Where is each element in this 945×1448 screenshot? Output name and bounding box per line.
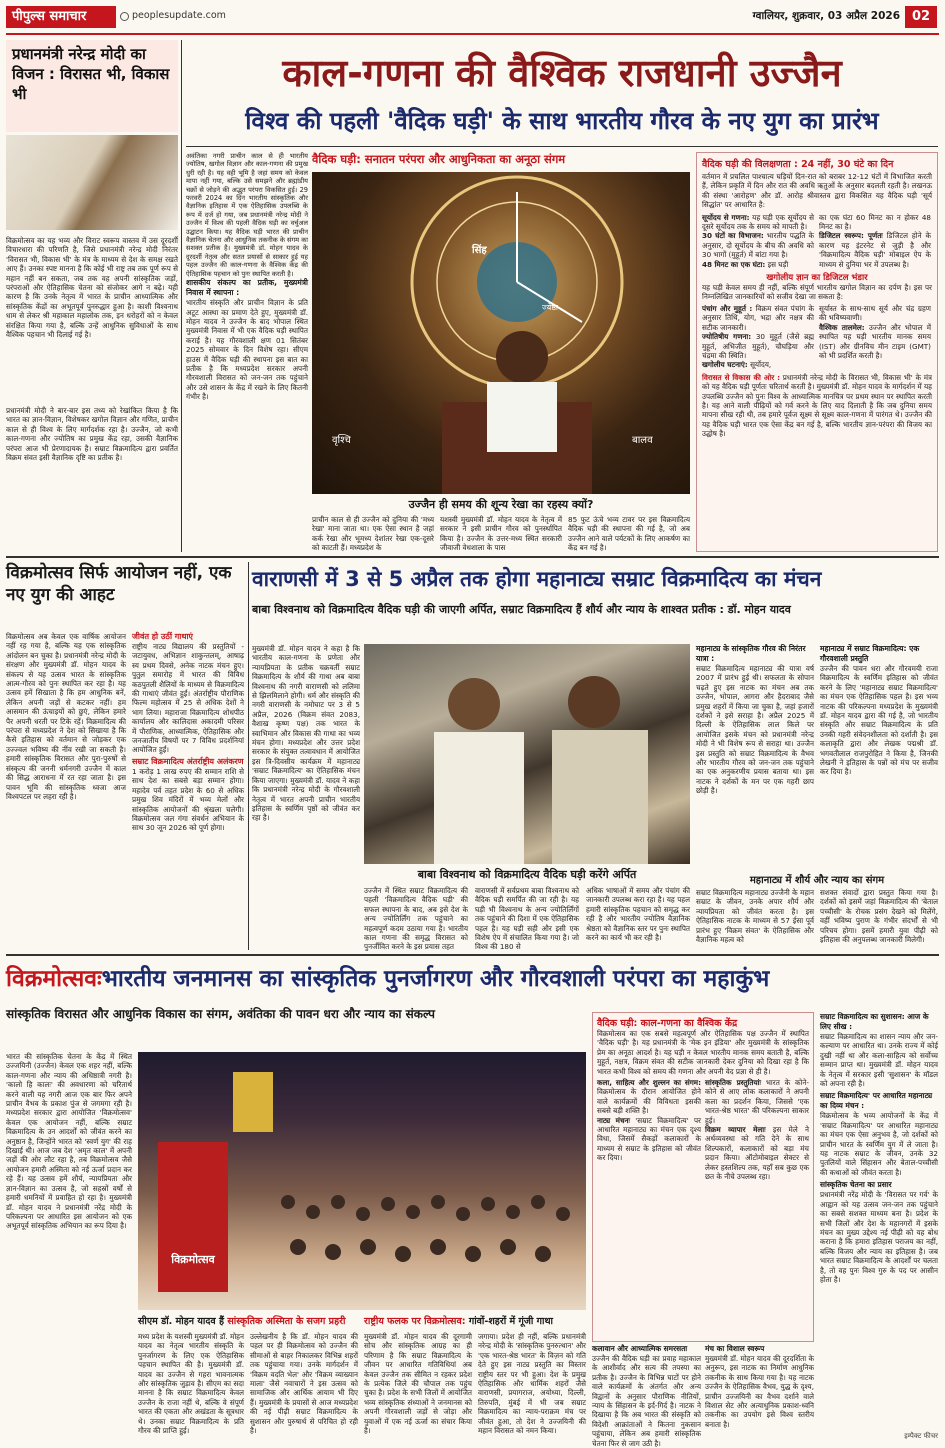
vikramotsav-deck: सांस्कृतिक विरासत और आधुनिक विकास का संगम, अवंतिका की पावन धरा और न्याय का संकल्प <box>6 1007 435 1021</box>
feature-item-2 <box>702 231 814 259</box>
cm-house-body: भारतीय संस्कृति और प्राचीन विज्ञान के प्रति अटूट आस्था का प्रमाण देते हुए, मुख्यमंत्री डॉ. मोहन यादव ने उज्जैन के बाद भोपाल स्थित मुख्यमंत्री निवास में भी एक वैदिक घड़ी स्थापित कराई है। यह गौरवशाली क्षण 01 सितंबर 2025 सोमवार के दिन विशेष रहा। सीएम हाउस में वैदिक घड़ी की स्थापना इस बात का प्रतीक है कि मध्यप्रदेश सरकार अपनी गौरवशाली विरासत को जन-जन तक पहुंचाने और उसे शासन के केंद्र में रखने के लिए कितनी गंभीर है। <box>186 298 308 402</box>
store-item-1-head: पंचांग और मुहूर्त : <box>702 303 753 313</box>
varanasi-photo-caption: बाबा विश्वनाथ को विक्रमादित्य वैदिक घड़ी करेंगे अर्पित <box>417 868 637 881</box>
trade-fair-body: इस मेले ने अर्थव्यवस्था को गति देने के साथ शिल्पकारों, कलाकारों को बड़ा मंच प्रदान किया। ऑटोमोबाइल सेक्टर से लेकर हस्तशिल्प तक, यहाँ सब कुछ एक छत के नीचे उपलब्ध रहा। <box>705 1125 809 1182</box>
feature-item-3-body: इस घड़ी <box>767 259 789 269</box>
person-2-body <box>552 730 648 864</box>
store-item-2 <box>702 332 814 360</box>
varanasi-col-a: मुख्यमंत्री डॉ. मोहन यादव ने कहा है कि भारतीय काल-गणना के प्रणेता और न्यायप्रियता के प्रतीक चक्रवर्ती सम्राट विक्रमादित्य के शौर्य की गाथा अब बाबा विश्वनाथ की नगरी वाराणसी को ललिमा से झिलमिलाने होगी। धर्म और संस्कृति की नगरी वाराणसी के नमोघाट पर 3 से 5 अप्रैल, 2026 (विक्रम संवत 2083, वैशाख कृष्ण पक्ष) तक भारत के स्वाभिमान और विकास की गाथा का भव्य मंचन होगा। मध्यप्रदेश और उत्तर प्रदेश सरकार के संयुक्त तत्वावधान में आयोजित इस त्रि-दिवसीय कार्यक्रम में महानाट्य 'सम्राट विक्रमादित्य' का ऐतिहासिक मंचन किया जाएगा। मुख्यमंत्री डॉ. यादव ने कहा कि प्रधानमंत्री नरेन्द्र मोदी के गौरवशाली नेतृत्व में भारत अपनी प्राचीन भारतीय इतिहास के स्वर्णिम पृष्ठों को जीवंत कर रहा है। <box>252 644 360 823</box>
global-body: विक्रमोत्सव का एक सबसे महत्वपूर्ण और ऐतिहासिक पक्ष उज्जैन में स्थापित 'वैदिक घड़ी' है। यह प्रधानमंत्री के 'मेक इन इंडिया' और मुख्यमंत्री के सांस्कृतिक प्रेम का अनूठा आदर्श है। यह घड़ी न केवल भारतीय मानक समय बताती है, बल्कि मुहूर्त, नक्षत्र, विक्रम संवत की सटीक जानकारी देकर दुनिया को दिखा रहा है कि भारत कभी विश्व को समय की गणना और अपनी वेद प्रज्ञा से ही है। <box>597 1029 809 1076</box>
feature-item-5-body: डिजिटल होने के कारण यह इंटरनेट से जुड़ी है और 'विक्रमादित्य वैदिक घड़ी' मोबाइल ऐप के माध्यम से दुनिया भर में उपलब्ध है। <box>819 231 931 269</box>
feature-item-5-head: डिजिटल स्वरूप: पूर्णतः <box>819 231 883 241</box>
digital-store-title: खगोलीय ज्ञान का डिजिटल भंडार <box>766 273 868 284</box>
mahanatya-presentation-title: महानाट्य में सम्राट विक्रमादित्य: एक गौरवशाली प्रस्तुति <box>820 644 920 663</box>
crowd-heads <box>281 1195 570 1262</box>
award-body: 1 करोड़ 1 लाख रुपए की सम्मान राशि से साथ देश का सबसे बड़ा सम्मान होगा। महादेव पर्व तहत प्रदेश के 60 से अधिक प्रमुख शिव मंदिरों में भव्य मेलों और सांस्कृतिक आयोजनों की श्रृंखला चलेगी। विक्रमोत्सव जल गंगा संवर्धन अभियान के साथ 30 जून 2026 को पूर्ण होगा। <box>132 766 244 833</box>
bottom-col-a: भारत की सांस्कृतिक चेतना के केंद्र में स्थित उज्जयिनी (उज्जैन) केवल एक शहर नहीं, बल्कि काल-गणना और न्याय की अधिष्ठात्री नगरी है। 'कालो हि कालः' की अवधारणा को चरितार्थ करने वाली यह नगरी आज एक बार फिर अपने प्राचीन वैभव के प्रकाश पुंज से जगमगा रही है। मध्यप्रदेश सरकार द्वारा आयोजित 'विक्रमोत्सव' केवल एक आयोजन नहीं, बल्कि सम्राट विक्रमादित्य के उन आदर्शों को जीवंत करने का अनुष्ठान है, जिन्होंने भारत को 'स्वर्ण युग' की राह दिखाई थी। आज जब देश 'अमृत काल' में अपनी जड़ों की ओर लौट रहा है, तब विक्रमोत्सव जैसे आयोजन हमारी अस्मिता को नई ऊर्जा प्रदान कर रहे हैं। यह उत्सव हमें शौर्य, न्यायप्रियता और ज्ञान-विज्ञान का उत्सव है, जो सहस्रों वर्षों से हमारी धमनियों में प्रवाहित हो रहा है। मुख्यमंत्री डॉ. मोहन यादव ने प्रधानमंत्री नरेंद्र मोदी के परिकल्पना पर आधारित इस आयोजन को एक अभूतपूर्व सांस्कृतिक अभियान का रूप दिया है। <box>6 1052 132 1231</box>
valor-justice-title: महानाट्य में शौर्य और न्याय का संगम <box>749 875 885 886</box>
vedic-clock-features-box <box>696 152 938 552</box>
trade-fair-title: विक्रम व्यापार मेलाः <box>705 1125 766 1135</box>
drama-title: नाट्य मंचनः <box>597 1115 630 1125</box>
zero-line-col-2: यशस्वी मुख्यमंत्री डॉ. मोहन यादव के नेतृत्व में सरकार ने इसी प्राचीन गौरव को पुनर्स्थापित किया है। उज्जैन के उत्तर-मध्य स्थित सरकारी जीवाजी वेधशाला के पास <box>440 515 562 553</box>
cm-house-subhead-visible: शासकीय संकल्प का प्रतीक, मुख्यमंत्री निवास में स्थापना : <box>186 278 308 298</box>
person-1-head <box>448 678 500 730</box>
bottom-caption-2 <box>364 1314 586 1330</box>
varanasi-deck: बाबा विश्वनाथ को विक्रमादित्य वैदिक घड़ी की जाएगी अर्पित, सम्राट विक्रमादित्य हैं शौर्य और न्याय के शाश्वत प्रतीक : डॉ. मोहन यादव <box>252 603 791 616</box>
bottom-sub-2: उल्लेखनीय है कि डॉ. मोहन यादव की पहल पर ही विक्रमोत्सव को उज्जैन की सीमाओं से बाहर निकालकर विभिन्न शहरों तक पहुंचाया गया। उनके मार्गदर्शन में 'विक्रम वदति भेल' और 'विक्रम व्याख्यान माला' जैसे नवाचारों ने इस उत्सव को सामाजिक और आर्थिक आयाम भी दिए हैं। मुख्यमंत्री के प्रयासों से आज मध्यप्रदेश की नई पीढ़ी सम्राट विक्रमादित्य के सुशासन और पुरुषार्थ से परिचित हो रही है। <box>250 1332 358 1436</box>
masthead <box>0 0 945 38</box>
side-body-1: विक्रमोत्सव का यह भव्य और विराट स्वरूप वास्तव में उस दूरदर्शी विचारधारा की परिणति है, जिसे प्रधानमंत्री नरेन्द्र मोदी निरंतर 'विरासत भी, विकास भी' के मंत्र के माध्यम से देश के समक्ष रखते आए हैं। उनका स्पष्ट मानना है कि कोई भी राष्ट्र तब तक पूर्ण रूप से महान नहीं बन सकता, जब तक वह अपनी सांस्कृतिक जड़ों, परंपराओं और ऐतिहासिक चेतना को संजोकर आगे न बढ़े। यही कारण है कि उनके नेतृत्व में भारत के प्राचीन आध्यात्मिक और सांस्कृतिक केंद्रों का अभूतपूर्व पुनरुद्धार हुआ है। काशी विश्वनाथ धाम से लेकर श्री महाकाल महालोक तक, इन धरोहरों को न केवल संरक्षित किया गया है, बल्कि उन्हें आधुनिक सुविधाओं के साथ वैश्विक पहचान भी दिलाई गई है। <box>6 236 178 340</box>
governance-title: सम्राट विक्रमादित्य का सुशासन: आज के लिए सीख : <box>820 1012 929 1031</box>
divine-staging-title: सम्राट विक्रमादित्य' पर आधारित महानाट्य का दिव्य मंचन : <box>820 1091 933 1111</box>
mahanatya-presentation-body: उज्जैन की पावन धरा और गौरवमयी राजा विक्रमादित्य के स्वर्णिम इतिहास को जीवंत करने के लिए 'महानाट्य सम्राट विक्रमादित्य' का मंचन एक ऐतिहासिक पहल है। इस भव्य नाटक की परिकल्पना मध्यप्रदेश के मुख्यमंत्री डॉ. मोहन यादव द्वारा की गई है, जो भारतीय संस्कृति और सम्राट विक्रमादित्य के प्रति उनकी गहरी संवेदनशीलता को दर्शाती है। इस कलाकृति द्वारा और लेखक पद्मश्री डॉ. भगवतीलाल राजपुरोहित ने किया है, जिनकी लेखनी ने इतिहास के पन्नों को मंच पर सजीव कर दिया है। <box>820 664 938 777</box>
zero-line-col-1: प्राचीन काल से ही उज्जैन को दुनिया की 'मध्य रेखा' माना जाता था। एक ऐसा स्थान है जहां कर्क रेखा और भूमध्य देशांतर रेखा एक-दूसरे को काटती हैं। मध्यप्रदेश के <box>312 515 434 553</box>
vedic-clock-global-box <box>592 1012 814 1342</box>
bottom-sub-4: जगाया। प्रदेश ही नहीं, बल्कि प्रधानमंत्री नरेन्द्र मोदी के 'सांस्कृतिक पुनरुत्थान' और 'एक भारत-श्रेष्ठ भारत' के विज़न को गति देते हुए इस नाट्य प्रस्तुति का विस्तार राष्ट्रीय स्तर पर भी हुआ। देश के प्रमुख ऐतिहासिक और धार्मिक शहरों जैसे वाराणसी, प्रयागराज, अयोध्या, दिल्ली, तिरुपति, मुंबई में भी जब सम्राट विक्रमादित्य का न्याय-पराक्रम मंच पर जीवंत हुआ, तो देश ने उज्जयिनी की महान विरासत को नमन किया। <box>478 1332 586 1436</box>
store-item-4: सूर्यास्त के साथ-साथ सूर्य और चंद्र ग्रहण की भविष्यवाणी। <box>819 303 931 323</box>
consciousness-title: सांस्कृतिक चेतना का प्रसार <box>820 1180 892 1190</box>
zero-line-col-3: 85 फुट ऊंचे भव्य टावर पर इस विक्रमादित्य वैदिक घड़ी की स्थापना की गई है, जो अब उज्जैन आने वाले पर्यटकों के लिए आकर्षण का केंद्र बन गई है। <box>568 515 690 553</box>
heritage-to-development <box>702 373 932 439</box>
divine-staging-body: विक्रमोत्सव के भव्य आयोजनों के केंद्र में 'सम्राट विक्रमादित्य' पर आधारित महानाट्य का मंचन एक ऐसा अनुभव है, जो दर्शकों को प्राचीन भारत के स्वर्णिम युग में ले जाता है। यह नाटक सम्राट के जीवन, उनके 32 पुतलियों वाले सिंहासन और बेताल-पच्चीसी की कथाओं को जीवंत करता है। <box>820 1111 938 1177</box>
vikramotsav-headline-lead: विक्रमोत्सवः <box>6 966 102 992</box>
varanasi-under-3: अधिक भाषाओं में समय और पंचांग की जानकारी उपलब्ध करा रहा है। यह पहल हमारी सांस्कृतिक पहचान को समृद्ध कर रही है और भारतीय ज्योतिष वैज्ञानिक श्रेष्ठता को वैज्ञानिक स्तर पर पुनः स्थापित करने का कार्य भी कर रही है। <box>586 886 690 943</box>
bottom-caption-1 <box>138 1314 360 1330</box>
stage-body: मुख्यमंत्री डॉ. मोहन यादव की दूरदर्शिता के अनुरूप, इस नाटक का निर्माण आधुनिक तकनीक के साथ किया गया है। यह नाटक उज्जैन के ऐतिहासिक वैभव, युद्ध के दृश्य, प्राचीन उज्जयिनी का वैभव दर्शाने वाले विशाल सेट और अत्याधुनिक प्रकाश-ध्वनि तकनीक का उपयोग इसे विश्व स्तरीय बनाता है। <box>705 1354 814 1429</box>
feature-item-1-head: सूर्योदय से गणना: <box>702 212 750 222</box>
caption-1-red: सांस्कृतिक अस्मिता के सजग प्रहरी <box>227 1316 346 1327</box>
features-title: वैदिक घड़ी की विलक्षणता : 24 नहीं, 30 घंटे का दिन <box>702 159 894 170</box>
feature-item-4: का एक घंटा 60 मिनट का न होकर 48 मिनट का है। <box>819 212 931 232</box>
heritage-title: विरासत से विकास की ओर : <box>702 372 780 382</box>
governance-body: सम्राट विक्रमादित्य का शासन न्याय और जन-कल्याण पर आधारित था। उनके राज्य में कोई दुखी नहीं था और कला-साहित्य को सर्वोच्च सम्मान प्राप्त था। मुख्यमंत्री डॉ. मोहन यादव के नेतृत्व में सरकार इसी 'सुशासन' के मॉडल को अपना रही है। <box>820 1032 938 1089</box>
store-item-5 <box>819 323 931 361</box>
clock-label-1: सिंह <box>472 245 487 256</box>
speaker-body <box>487 382 557 452</box>
varanasi-under-1: उज्जैन में स्थित सम्राट विक्रमादित्य की पहली 'विक्रमादित्य वैदिक घड़ी' की सफल स्थापना के बाद, अब इसे देश के अन्य ज्योतिर्लिंग तक पहुंचाने का महत्वपूर्ण कदम उठाया गया है। भारतीय काल गणना की समृद्ध विरासत को पुनर्जीवित करने के इस प्रयास तहत <box>364 886 468 952</box>
stories-col <box>132 632 244 950</box>
far-right-col <box>820 1012 938 1432</box>
page-number: 02 <box>905 6 937 28</box>
impact-feature-label: इम्पैक्ट फीचर <box>904 1432 938 1440</box>
feature-item-1 <box>702 213 814 232</box>
mahanatya-journey-title: महानाट्य के सांस्कृतिक गौरव की निरंतर यात्रा : <box>696 644 806 663</box>
varanasi-under-2: वाराणसी में सर्वप्रथम बाबा विश्वनाथ को वैदिक घड़ी समर्पित की जा रही है। यह घड़ी भी विश्वनाथ के अन्य ज्योतिर्लिंगों तक पहुंचाने की दिशा में एक ऐतिहासिक पहल है। यह घड़ी सही और इसी एक विशेष ऐप में संचालित किया गया है। जो विश्व की 180 से <box>475 886 579 952</box>
vedic-clock-photo <box>312 172 690 494</box>
stage-title: मंच का विशाल स्वरूप <box>705 1344 765 1353</box>
article-col-a: अवंतिका नगरी प्राचीन काल से ही भारतीय ज्योतिष, खगोल विज्ञान और काल-गणना की प्रमुख धुरी रही है। यह वही भूमि है जहां समय को केवल मापा नहीं गया, बल्कि उसे समझने और ब्रह्मांडीय चक्रों से जोड़ने की अद्भुत परंपरा विकसित हुई। 29 फरवरी 2024 का दिन भारतीय सांस्कृतिक और वैज्ञानिक इतिहास में एक ऐतिहासिक उपलब्धि के रूप में दर्ज हो गया, जब प्रधानमंत्री नरेन्द्र मोदी ने उज्जैन में विश्व की पहली वैदिक घड़ी का वर्चुअल उद्घाटन किया। यह वैदिक घड़ी भारत की प्राचीन वैज्ञानिक चेतना और आधुनिक तकनीक के संगम का सशक्त प्रतीक है। मुख्यमंत्री डॉ. मोहन यादव के दूरदर्शी नेतृत्व और सतत प्रयासों से साकार हुई यह पहल उज्जैन की काल-गणना के वैश्विक केंद्र की ऐतिहासिक पहचान को पुनः स्थापित करती है। शासकीय संकल्प का प्रतीक, मुख्यमंत्री निवास में स्थापना : भारतीय संस्कृति और प्राचीन विज्ञान के प्रति अटूट आस्था का प्रमाण देते हुए, मुख्यमंत्री डॉ. मोहन यादव ने उज्जैन के बाद भोपाल स्थित मुख्यमंत्री निवास में भी एक वैदिक घड़ी स्थापित कराई है। यह गौरवशाली क्षण 01 सितंबर 2025 सोमवार के दिन विशेष रहा। सीएम हाउस में वैदिक घड़ी की स्थापना इस बात का प्रतीक है कि मध्यप्रदेश सरकार अपनी गौरवशाली विरासत को जन-जन तक पहुंचाने और उसे शासन के केंद्र में रखने के लिए कितनी गंभीर है। <box>186 152 308 402</box>
globe-icon <box>120 12 129 21</box>
store-item-3 <box>702 360 814 369</box>
trade-fair-block <box>705 1125 809 1181</box>
website-link[interactable]: peoplesupdate.com <box>132 10 226 21</box>
award-title: सम्राट विक्रमादित्य अंतर्राष्ट्रीय अलंकरण <box>132 756 244 766</box>
photo-banner-text: विक्रमोत्सव <box>171 1253 215 1266</box>
cultural-title: सांस्कृतिक प्रस्तुतियांः <box>705 1078 761 1088</box>
bottom-sub-1: मध्य प्रदेश के यशस्वी मुख्यमंत्री डॉ. मोहन यादव का नेतृत्व भारतीय संस्कृति के पुनर्जागरण के लिए एक ऐतिहासिक पहचान स्थापित की है। मुख्यमंत्री डॉ. यादव का उज्जैन से गहरा भावनात्मक और सांस्कृतिक जुड़ाव है। सीएम का सदा मानना है कि सम्राट विक्रमादित्य केवल उज्जैन के राजा नहीं थे, बल्कि वे संपूर्ण भारत की एकता और अखंडता के सूत्रधार थे। उनका सम्राट विक्रमादित्य के प्रति गौरव की प्राप्ति हुई। <box>138 1332 244 1436</box>
zero-line-title: उज्जैन ही समय की शून्य रेखा का रहस्य क्यों? <box>408 498 594 511</box>
clock-label-3: वृश्चि <box>332 435 351 446</box>
feature-item-2-body: भारतीय पद्धति के अनुसार, दो सूर्योदय के बीच की अवधि को 30 भागों (मुहूर्त) में बांटा गया है। <box>702 231 814 260</box>
store-item-2-body: 30 मुहूर्त (जैसे ब्रह्म मुहूर्त, अभिजीत मुहूर्त), चौघड़िया और चंद्रमा की स्थिति। <box>702 332 814 360</box>
bottom-sub-3: मुख्यमंत्री डॉ. मोहन यादव की दूरगामी सोच और सांस्कृतिक आग्रह का ही परिणाम है कि सम्राट विक्रमादित्य के जीवन पर आधारित गतिविधियां अब केवल उज्जैन तक सीमित न रहकर प्रदेश के प्रत्येक जिले की चौपाल तक पहुंच चुका है। प्रदेश के सभी जिलों में आयोजित भव्य सांस्कृतिक संध्याओं ने जनमानस को अपनी गौरवशाली जड़ों से जोड़ा और युवाओं में एक नई ऊर्जा का संचार किया है। <box>364 1332 472 1436</box>
arts-title: कला, साहित्य और शुल्लन का संगम: <box>597 1078 701 1088</box>
mahanatya-journey-body: सम्राट विक्रमादित्य महानाट्य की यात्रा वर्ष 2007 में प्रारंभ हुई थी। सफलता के सोपान चढ़ते हुए इस नाटक का मंचन अब तक उज्जैन, भोपाल, आगरा और हैदराबाद जैसे प्रमुख शहरों में किया जा चुका है, जहां हजारों दर्शकों ने इसे सराहा है। अप्रैल 2025 में दिल्ली के ऐतिहासिक लाल किले पर आयोजित इसके मंचन को प्रधानमंत्री नरेन्द्र मोदी ने भी विशेष रूप से सराहा था। उज्जैन इस प्रस्तुति को सम्राट विक्रमादित्य के वैभव और भारतीय गौरव को जन-जन तक पहुंचाने का एक अनुकरणीय प्रयास बताया था। इस नाटक ने दर्शकों के मन पर एक गहरी छाप छोड़ी है। <box>696 664 814 796</box>
mahanatya-col-2 <box>820 644 938 872</box>
vikramotsav-headline-rest: भारतीय जनमानस का सांस्कृतिक पुनर्जागरण और गौरवशाली परंपरा का महाकुंभ <box>101 966 770 992</box>
side-title: प्रधानमंत्री नरेन्द्र मोदी का विजन : विरासत भी, विकास भी <box>12 45 170 103</box>
side-body-2: प्रधानमंत्री मोदी ने बार-बार इस तथ्य को रेखांकित किया है कि भारत का ज्ञान-विज्ञान, विशेषकर खगोल विज्ञान और गणित, प्राचीन काल से ही विश्व के लिए मार्गदर्शक रहा है। उज्जैन, जो कभी काल-गणना और ज्योतिष का प्रमुख केंद्र रहा, उसकी वैज्ञानिक परंपरा आज भी प्रेरणादायक है। सम्राट विक्रमादित्य द्वारा प्रवर्तित विक्रम संवत इसी वैज्ञानिक दृष्टि का प्रतीक है। <box>6 406 178 463</box>
store-item-3-head: खगोलीय घटनाएं: <box>702 360 748 370</box>
bottom-right-cols <box>592 1344 814 1448</box>
stories-body: राष्ट्रीय नाट्य विद्यालय की प्रस्तुतियों - जटायुवध, अभिज्ञान शाकुन्तलम्, आषाढ़ स्य प्रथम दिवसे, अनेक नाटक मंचन हुए। पुतुल समारोह में भारत की विविध कठपुतली शैलियों के माध्यम से विक्रमादित्य की गाथाएं जीवंत हुईं। अंतर्राष्ट्रीय पौराणिक फिल्म महोत्सव में 25 से अधिक देशों ने भाग लिया। महाराजा विक्रमादित्य शोधपीठ कार्यालय और कालिदास अकादमी परिसर में पौराणिक, आध्यात्मिक, ऐतिहासिक और जनजातीय विषयों पर 7 विविध प्रदर्शनियां आयोजित हुईं। <box>132 642 244 755</box>
modi-yadav-photo <box>6 135 178 230</box>
vikramotsav-side-body: विक्रमोत्सव अब केवल एक वार्षिक आयोजन नहीं रह गया है, बल्कि यह एक सांस्कृतिक आंदोलन बन चुका है। प्रधानमंत्री नरेन्द्र मोदी के संरक्षण और मुख्यमंत्री डॉ. मोहन यादव के संकल्प से यह उत्सव भारत के सांस्कृतिक आत्म-गौरव को पुनः स्थापित कर रहा है। यह उत्सव हमें सिखाता है कि हम आधुनिक बनें, लेकिन अपनी जड़ों से कटकर नहीं। हम आसमान की ऊंचाइयों को छुएं, लेकिन हमारे पैर अपनी धरती पर टिके रहें। विक्रमादित्य की परंपरा से मध्यप्रदेश ने देश को सिखाया है कि कैसे इतिहास को वर्तमान से जोड़कर एक उज्ज्वल भविष्य की नींव रखी जा सकती है। हमारी सांस्कृतिक विरासत और पुरा-पुरुषों से संस्कृत्य की जननी धर्मनगरी उज्जैन में काल की सिद्ध आराधना में रत रहा जाता है। इस पावन भूमि की सांस्कृतिक ध्वजा आज विश्वपटल पर लहरा रही है। <box>6 632 126 801</box>
caption-2-red: राष्ट्रीय फलक पर विक्रमोत्सव: <box>364 1316 466 1327</box>
main-deck: विश्व की पहली 'वैदिक घड़ी' के साथ भारतीय गौरव के नए युग का प्रारंभ <box>245 107 879 135</box>
feature-item-2-head: 30 घंटों का विभाजन: <box>702 231 764 241</box>
arts-block <box>597 1078 701 1116</box>
varanasi-photo <box>364 644 690 864</box>
caption-1-text: सीएम डॉ. मोहन यादव हैं <box>138 1316 224 1327</box>
brand-logo: पीपुल्स समाचार <box>6 6 116 28</box>
cultural-block <box>705 1078 809 1125</box>
arts-body: विक्रमोत्सव के दौरान आयोजित होने वाले कार्यक्रमों की विविधता इसकी सबसे बड़ी शक्ति है। <box>597 1087 701 1116</box>
store-item-5-body: उज्जैन और भोपाल में स्थापित यह घड़ी भारतीय मानक समय (IST) और ग्रीनविच मीन टाइम (GMT) को भी प्रदर्शित करती है। <box>819 322 931 360</box>
stage-lights <box>233 1072 273 1132</box>
vikramotsav-headline <box>6 958 938 1002</box>
valor-justice-col-1: सम्राट विक्रमादित्य महानाट्य उज्जैनी के महान सम्राट के जीवन, उनके अपार शौर्य और न्यायप्रियता को जीवंत करता है। इस ऐतिहासिक नाटक के माध्यम से 57 ईसा पूर्व प्रारंभ हुए 'विक्रम संवत' के ऐतिहासिक और वैज्ञानिक महत्व को <box>696 888 814 945</box>
varanasi-headline: वाराणसी में 3 से 5 अप्रैल तक होगा महानाट्य सम्राट विक्रमादित्य का मंचन <box>252 567 822 591</box>
feature-item-3-head: 48 मिनट का एक घंटा: <box>702 259 766 269</box>
speaker-head <box>496 331 548 383</box>
drama-body: 'सम्राट विक्रमादित्य' पर आधारित महानाट्य का मंचन एक दृश्य विधा, जिसमें सैकड़ों कलाकारों के माध्यम से सम्राट के इतिहास को जीवंत कर दिया। <box>597 1115 701 1163</box>
vikramotsav-photo <box>138 1052 586 1310</box>
person-2-head <box>568 676 620 728</box>
vikramotsav-side-title: विक्रमोत्सव सिर्फ आयोजन नहीं, एक नए युग की आहट <box>6 563 232 605</box>
store-item-5-head: वैश्विक तालमेल: <box>819 322 865 332</box>
clock-section-title: वैदिक घड़ी: सनातन परंपरा और आधुनिकता का अनूठा संगम <box>312 152 566 166</box>
consciousness-body: प्रधानमंत्री नरेंद्र मोदी के 'विरासत पर गर्व' के आह्वान को यह उत्सव जन-जन तक पहुंचाने का सबसे सशक्त माध्यम बना है। प्रदेश के सभी जिलों और देश के महानगरों में इसके मंचन का मुख्य उद्देश्य नई पीढ़ी को यह बोध कराना है कि हमारा इतिहास पराजय का नहीं, बल्कि विजय और न्याय का इतिहास है। जब भारत सम्राट विक्रमादित्य के आदर्शों पर चलता है, तो वह पुनः विश्व गुरु के पद पर आसीन होता है। <box>820 1190 938 1284</box>
stories-title: जीवंत हो उठीं गाथाएं <box>132 632 193 641</box>
global-title: वैदिक घड़ी: काल-गणना का वैश्विक केंद्र <box>597 1018 738 1029</box>
heritage-body: प्रधानमंत्री नरेन्द्र मोदी के विरासत भी, विकास भी' के मंत्र को यह वैदिक घड़ी पूर्णतः चरितार्थ करती है। मुख्यमंत्री डॉ. मोहन यादव के मार्गदर्शन में यह उपलब्धि उज्जैन को पुनः विश्व के आध्यात्मिक मानचित्र पर प्रथम स्थान पर स्थापित करती है। यह आने वाली पीढ़ियों को गर्व करने के लिए याद दिलाती है कि जब दुनिया समय मापना सीख रही थी, तब हमारे पूर्वज सूक्ष्म से सूक्ष्म काल-गणना में पारंगत थे। उज्जैन की यह वैदिक घड़ी भारत एक ऐसा केंद्र बन गई है, बल्कि भारतीय ज्ञान-परंपरा की विजय का उद्घोष है। <box>702 372 932 439</box>
clock-label-2: ज्येष्ठा <box>542 303 558 312</box>
store-item-3-body: सूर्योदय, <box>750 360 772 370</box>
harmony-title: कलावान और आध्यात्मिक समरसता <box>592 1344 688 1353</box>
features-intro: वर्तमान में प्रचलित पाश्चात्य घड़ियों दिन-रात को बराबर 12-12 घंटों में विभाजित करती हैं, लेकिन प्रकृति में दिन और रात की अवधि ऋतुओं के अनुसार बदलती रहती है। लखनऊ की संस्था 'आरोहण' और डॉ. आरोह श्रीवास्तव द्वारा विकसित यह वैदिक घड़ी 'सूर्य सिद्धांत' पर आधारित है: <box>702 172 932 210</box>
valor-justice-col-2: सशक्त संवादों द्वारा प्रस्तुत किया गया है। दर्शकों को इसमें जहां विक्रमादित्य की 'बेताल पच्चीसी' के रोचक प्रसंग देखने को मिलेंगे, वहीं भविष्य पुराण के गंभीर संदर्भों से भी परिचय होगा। इसमें हमारी युवा पीढ़ी को इतिहास की अनुपलब्ध जानकारी मिलेगी। <box>820 888 938 945</box>
caption-2-text: गांवों-शहरों में गूंजी गाथा <box>468 1316 553 1327</box>
drama-block <box>597 1116 701 1163</box>
dateline: ग्वालियर, शुक्रवार, 03 अप्रैल 2026 <box>752 10 900 22</box>
cultural-body: भारत के कोने-कोने से आए लोक कलाकारों ने अपनी कला का प्रदर्शन किया, जिससे 'एक भारत-श्रेष्ठ भारत' की परिकल्पना साकार हुई। <box>705 1078 809 1125</box>
feature-item-5 <box>819 231 931 269</box>
side-title-box <box>6 40 178 132</box>
store-item-1-body: विक्रम संवत पंचांग के अनुसार तिथि, योग, भद्रा और नक्षत्र की सटीक जानकारी। <box>702 303 814 332</box>
digital-store-intro: यह घड़ी केवल समय ही नहीं, बल्कि संपूर्ण भारतीय खगोल विज्ञान का दर्पण है। इस पर निम्नलिखित जानकारियों को सजीव देखा जा सकता है: <box>702 283 932 302</box>
feature-item-1-body: यह घड़ी एक सूर्योदय से दूसरे सूर्योदय तक के समय को मापती है। <box>702 212 814 232</box>
store-item-2-head: ज्योतिषीय गणना: <box>702 332 752 342</box>
clock-label-4: बालव <box>632 435 653 446</box>
harmony-body: उज्जैन की वैदिक घड़ी का प्रवाह महाकाल के आशीर्वाद और सत्य की तपस्या का प्रतीक है। उज्जैन के विभिन्न घाटों पर होने वाले कार्यक्रमों के अंतर्गत और अन्य विद्वानों के अनुसार पौराणिक नीतियों, न्याय के सिंहासन के इर्द-गिर्द है। नाटक ने दिखाया है कि अब भारत की संस्कृति को विदेशी आक्रांताओं ने कितना नुकसान पहुंचाया, लेकिन अब हमारी सांस्कृतिक चेतना फिर से जाग उठी है। <box>592 1354 701 1448</box>
feature-item-3 <box>702 260 814 269</box>
person-1-body <box>434 732 524 864</box>
store-item-1 <box>702 304 814 332</box>
varanasi-photo-svg <box>364 644 690 864</box>
main-headline: काल-गणना की वैश्विक राजधानी उज्जैन <box>282 51 842 95</box>
